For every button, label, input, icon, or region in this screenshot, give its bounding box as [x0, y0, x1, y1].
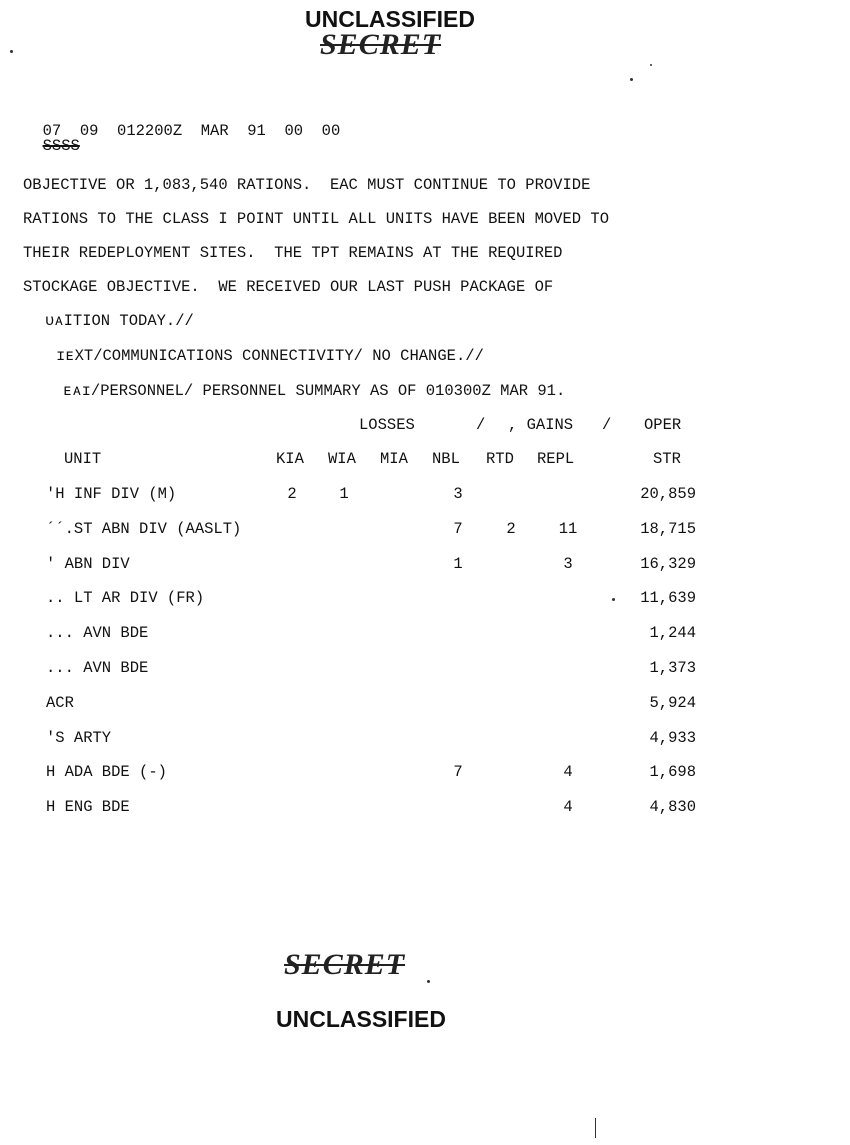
- cell-repl: 3: [563, 555, 573, 573]
- message-header-struck: SSSS: [42, 137, 80, 155]
- header-losses: LOSSES: [359, 416, 415, 434]
- col-header-wia: WIA: [328, 450, 356, 468]
- header-slash: /: [476, 416, 486, 434]
- cell-unit: ACR: [46, 694, 74, 712]
- cell-nbl: 1: [453, 555, 463, 573]
- secret-marking-top: SECRET: [320, 28, 442, 61]
- cell-str: 16,329: [640, 555, 696, 573]
- cell-str: 11,639: [640, 589, 696, 607]
- col-header-repl: REPL: [537, 450, 575, 468]
- body-line: ᴜᴀITION TODAY.//: [45, 312, 194, 330]
- cell-str: 5,924: [649, 694, 696, 712]
- col-header-rtd: RTD: [486, 450, 514, 468]
- cell-str: 1,373: [649, 659, 696, 677]
- cell-unit: ´´.ST ABN DIV (AASLT): [46, 520, 242, 538]
- message-header: [24, 108, 340, 155]
- cell-nbl: 7: [453, 763, 463, 781]
- cell-nbl: 7: [453, 520, 463, 538]
- cell-unit: ... AVN BDE: [46, 659, 149, 677]
- col-header-str: STR: [653, 450, 681, 468]
- scan-speck: [612, 598, 615, 601]
- body-line: ᴇᴀɪ/PERSONNEL/ PERSONNEL SUMMARY AS OF 010300Z MAR 91.: [63, 382, 566, 400]
- cell-unit: ... AVN BDE: [46, 624, 149, 642]
- body-line: OBJECTIVE OR 1,083,540 RATIONS. EAC MUST CONTINUE TO PROVIDE: [23, 176, 591, 194]
- cell-repl: 11: [558, 520, 578, 538]
- cell-unit: H ENG BDE: [46, 798, 130, 816]
- scan-speck: [630, 78, 633, 81]
- body-line: THEIR REDEPLOYMENT SITES. THE TPT REMAINS AT THE REQUIRED: [23, 244, 563, 262]
- col-header-nbl: NBL: [432, 450, 460, 468]
- body-line: ɪᴇXT/COMMUNICATIONS CONNECTIVITY/ NO CHANGE.//: [56, 347, 484, 365]
- classification-bottom: UNCLASSIFIED: [276, 1006, 446, 1032]
- cell-unit: ' ABN DIV: [46, 555, 130, 573]
- cell-nbl: 3: [453, 485, 463, 503]
- cell-str: 4,830: [649, 798, 696, 816]
- header-slash: /: [602, 416, 612, 434]
- cell-repl: 4: [563, 763, 573, 781]
- cell-unit: H ADA BDE (-): [46, 763, 167, 781]
- cell-str: 1,244: [649, 624, 696, 642]
- header-oper: OPER: [644, 416, 682, 434]
- cell-str: 20,859: [640, 485, 696, 503]
- scan-speck: [10, 50, 13, 53]
- scan-speck: [650, 64, 652, 66]
- scan-speck: [595, 1118, 596, 1138]
- message-header-text: 07 09 012200Z MAR 91 00 00: [42, 121, 341, 140]
- header-gains: , GAINS: [508, 416, 574, 434]
- classification-top: UNCLASSIFIED: [305, 6, 475, 32]
- col-header-mia: MIA: [380, 450, 408, 468]
- cell-wia: 1: [339, 485, 349, 503]
- cell-unit: 'S ARTY: [46, 729, 112, 747]
- cell-rtd: 2: [506, 520, 516, 538]
- scan-speck: [427, 980, 430, 983]
- cell-str: 4,933: [649, 729, 696, 747]
- col-header-kia: KIA: [276, 450, 304, 468]
- cell-str: 18,715: [640, 520, 696, 538]
- col-header-unit: UNIT: [64, 450, 102, 468]
- cell-str: 1,698: [649, 763, 696, 781]
- cell-unit: .. LT AR DIV (FR): [46, 589, 205, 607]
- secret-marking-bottom: SECRET: [284, 948, 406, 981]
- cell-kia: 2: [287, 485, 297, 503]
- body-line: RATIONS TO THE CLASS I POINT UNTIL ALL UNITS HAVE BEEN MOVED TO: [23, 210, 609, 228]
- cell-unit: 'H INF DIV (M): [46, 485, 177, 503]
- cell-repl: 4: [563, 798, 573, 816]
- body-line: STOCKAGE OBJECTIVE. WE RECEIVED OUR LAST PUSH PACKAGE OF: [23, 278, 554, 296]
